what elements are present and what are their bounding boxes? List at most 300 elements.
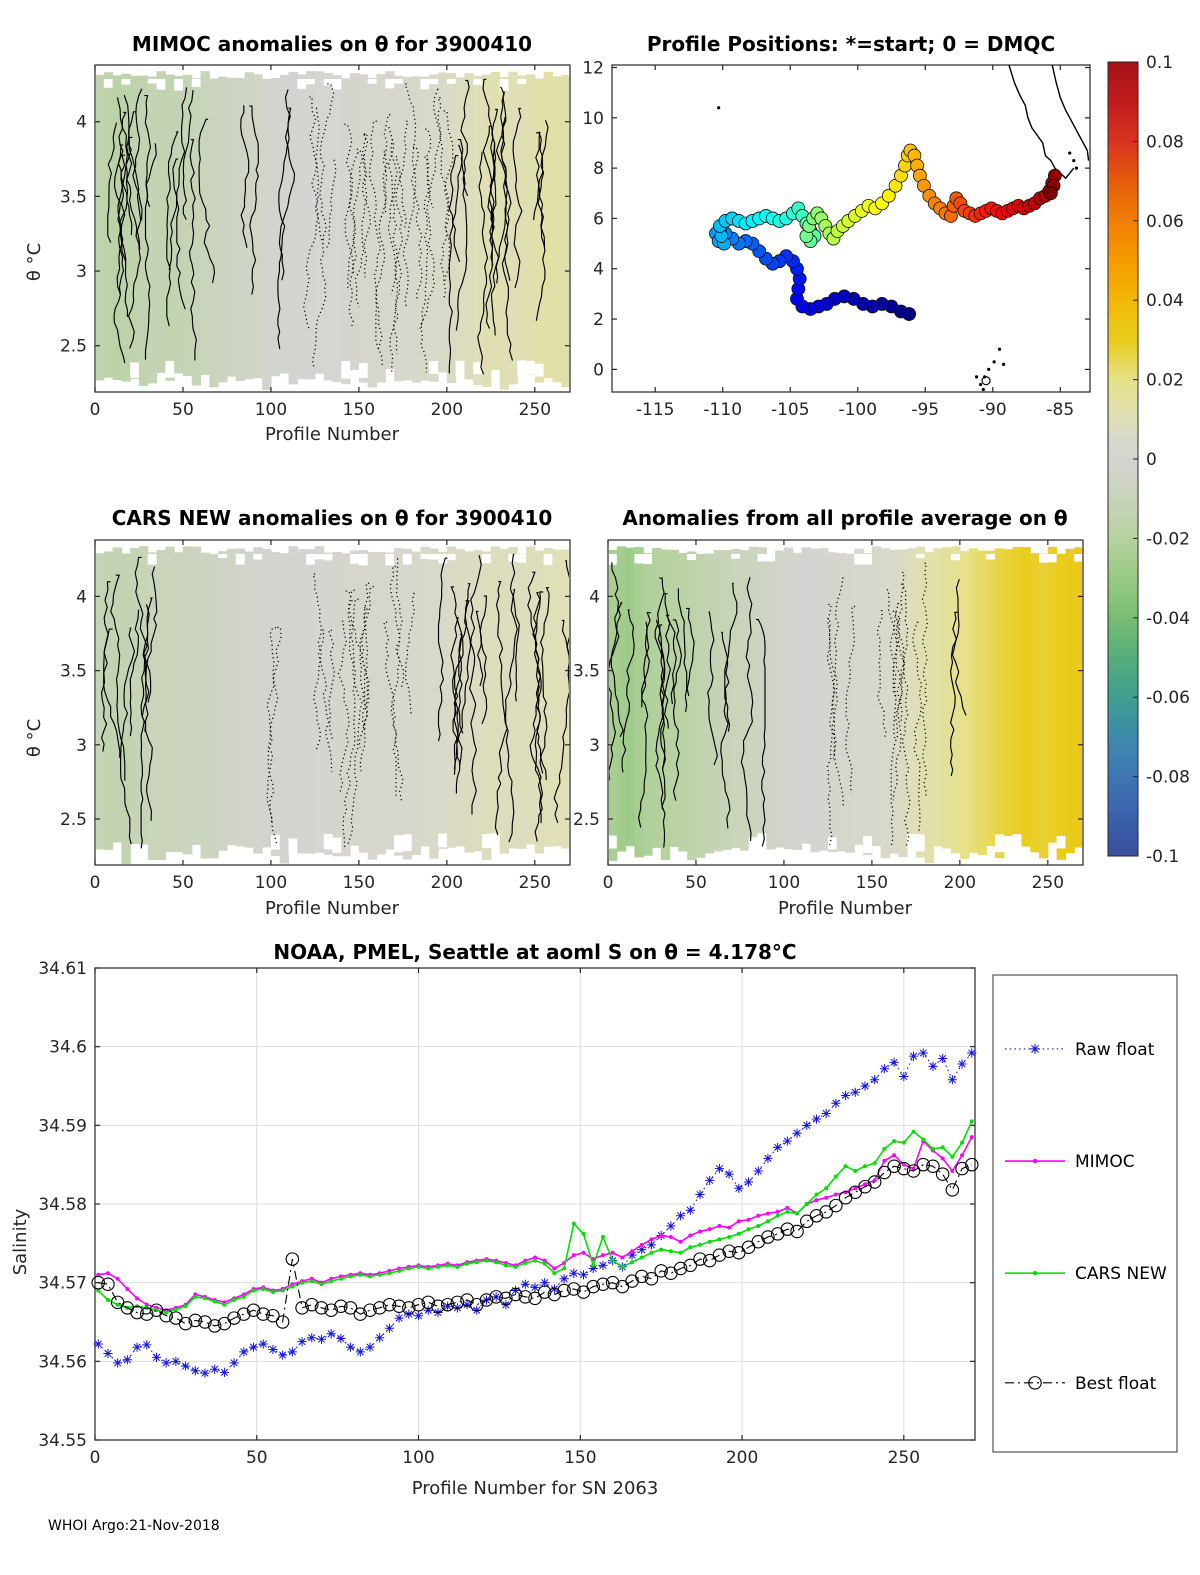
- heatmap-column: [174, 552, 183, 852]
- x-tick-label: 150: [855, 873, 889, 893]
- coverage-gap: [1074, 554, 1083, 561]
- coverage-gap: [517, 360, 526, 375]
- galapagos-island-outline: [982, 377, 990, 385]
- heatmap-column: [420, 547, 429, 847]
- dot-marker: [193, 1295, 197, 1299]
- y-tick-label: 6: [593, 209, 604, 230]
- coverage-gap: [315, 554, 324, 559]
- heatmap-column: [907, 548, 916, 846]
- panel-profile-positions-map: [582, 59, 1090, 420]
- heatmap-column: [863, 553, 872, 855]
- coverage-gap: [403, 554, 412, 564]
- x-tick-label: 100: [254, 400, 288, 420]
- asterisk-marker: [831, 1099, 840, 1108]
- x-tick-label: 100: [402, 1448, 435, 1468]
- coverage-gap: [995, 834, 1004, 852]
- island-mark: [975, 375, 978, 378]
- coverage-gap: [535, 364, 544, 377]
- heatmap-column: [350, 550, 359, 845]
- island-mark: [717, 106, 720, 109]
- x-tick-label: 0: [89, 400, 101, 420]
- dot-marker: [164, 1311, 168, 1315]
- y-tick-label: 2.5: [572, 809, 600, 830]
- heatmap-column: [376, 74, 385, 382]
- island-mark: [1075, 167, 1078, 170]
- ylabel-salinity: Salinity: [10, 1208, 31, 1276]
- y-tick-label: 34.61: [38, 959, 87, 979]
- heatmap-column: [359, 74, 368, 382]
- ylabel-mimoc: θ °C: [24, 242, 45, 282]
- heatmap-column: [793, 553, 802, 850]
- coverage-gap: [420, 79, 429, 89]
- panel-title-mimoc-anomalies: MIMOC anomalies on θ for 3900410: [131, 32, 533, 56]
- coverage-gap: [429, 79, 438, 84]
- asterisk-marker: [336, 1334, 345, 1343]
- heatmap-column: [456, 77, 465, 376]
- coverage-gap: [148, 554, 157, 564]
- asterisk-marker: [249, 1343, 258, 1352]
- legend-dot-marker: [1033, 1271, 1037, 1275]
- heatmap-column: [722, 550, 731, 850]
- heatmap-column: [280, 553, 289, 863]
- x-tick-label: 0: [602, 873, 614, 893]
- heatmap-column: [464, 73, 473, 379]
- circle-marker: [946, 1184, 958, 1196]
- coverage-gap: [608, 835, 617, 848]
- heatmap-column: [1057, 554, 1066, 860]
- x-tick-label: 0: [89, 873, 101, 893]
- heatmap-column: [253, 547, 262, 853]
- panel-salinity-timeseries: [38, 959, 978, 1468]
- x-tick-label: 250: [518, 873, 552, 893]
- dot-marker: [892, 1139, 896, 1143]
- coverage-gap: [104, 79, 113, 88]
- dot-marker: [834, 1174, 838, 1178]
- asterisk-marker: [268, 1345, 277, 1354]
- dot-marker: [669, 1249, 673, 1253]
- heatmap-column: [933, 548, 942, 846]
- coverage-gap: [333, 79, 342, 89]
- dot-marker: [669, 1235, 673, 1239]
- coverage-gap: [306, 79, 315, 84]
- coverage-gap: [165, 361, 174, 378]
- colorbar-tick-label: -0.04: [1146, 608, 1190, 629]
- dot-marker: [387, 1271, 391, 1275]
- asterisk-marker: [162, 1358, 171, 1367]
- heatmap-column: [218, 551, 227, 851]
- dot-marker: [465, 1262, 469, 1266]
- dot-marker: [853, 1169, 857, 1173]
- heatmap-column: [1074, 547, 1083, 847]
- heatmap-column: [394, 76, 403, 382]
- asterisk-marker: [317, 1335, 326, 1344]
- dot-marker: [882, 1147, 886, 1151]
- heatmap-column: [324, 553, 333, 855]
- coverage-gap: [517, 79, 526, 84]
- heatmap-body: [607, 546, 1084, 863]
- colorbar: [1108, 53, 1190, 867]
- asterisk-marker: [375, 1333, 384, 1342]
- coverage-gap: [148, 79, 157, 84]
- asterisk-marker: [94, 1339, 103, 1348]
- island-mark: [987, 368, 990, 371]
- axes-frame: [612, 65, 1090, 392]
- dot-marker: [679, 1251, 683, 1255]
- coverage-gap: [368, 79, 377, 84]
- heatmap-column: [218, 77, 227, 383]
- dot-marker: [562, 1267, 566, 1271]
- heatmap-column: [438, 552, 447, 849]
- asterisk-marker: [812, 1114, 821, 1123]
- coverage-gap: [394, 835, 403, 852]
- y-tick-label: 3: [76, 262, 87, 283]
- dot-marker: [630, 1249, 634, 1253]
- colorbar-tick-label: -0.1: [1146, 847, 1180, 867]
- coverage-gap: [473, 79, 482, 85]
- x-tick-label: 50: [172, 400, 194, 420]
- asterisk-marker: [773, 1143, 782, 1152]
- coverage-gap: [385, 79, 394, 88]
- dot-marker: [882, 1159, 886, 1163]
- coverage-gap: [544, 554, 553, 565]
- asterisk-marker: [152, 1353, 161, 1362]
- dot-marker: [824, 1186, 828, 1190]
- dot-marker: [252, 1289, 256, 1293]
- heatmap-column: [749, 547, 758, 849]
- x-tick-label: 0: [89, 1448, 101, 1468]
- heatmap-column: [253, 74, 262, 378]
- dot-marker: [407, 1267, 411, 1271]
- x-tick-label: 200: [430, 873, 464, 893]
- coverage-gap: [731, 554, 740, 559]
- coverage-gap: [174, 79, 183, 91]
- heatmap-column: [341, 78, 350, 384]
- heatmap-column: [289, 546, 298, 854]
- dot-marker: [902, 1141, 906, 1145]
- dot-marker: [125, 1287, 129, 1291]
- dot-marker: [640, 1255, 644, 1259]
- heatmap-column: [271, 78, 280, 376]
- asterisk-marker: [802, 1121, 811, 1130]
- colorbar-tick-label: -0.06: [1146, 688, 1190, 709]
- dot-marker: [426, 1267, 430, 1271]
- asterisk-marker: [715, 1164, 724, 1173]
- x-tick-label: 50: [172, 873, 194, 893]
- coverage-gap: [359, 554, 368, 565]
- asterisk-marker: [598, 1261, 607, 1270]
- asterisk-marker: [899, 1072, 908, 1081]
- asterisk-marker: [734, 1184, 743, 1193]
- heatmap-column: [889, 550, 898, 854]
- series-markers-raw-float: [94, 1048, 977, 1377]
- y-tick-label: 3.5: [59, 187, 87, 208]
- dot-marker: [620, 1255, 624, 1259]
- circle-marker: [936, 1168, 948, 1180]
- dot-marker: [543, 1262, 547, 1266]
- colorbar-tick-label: 0.02: [1146, 370, 1184, 391]
- circle-marker: [733, 1247, 745, 1259]
- dot-marker: [368, 1274, 372, 1278]
- dot-marker: [329, 1279, 333, 1283]
- x-tick-label: 200: [725, 1448, 759, 1468]
- start-asterisk-marker: [902, 307, 916, 321]
- legend-label-mimoc: MIMOC: [1075, 1152, 1135, 1173]
- dot-marker: [970, 1135, 974, 1139]
- xlabel-allprofile: Profile Number: [778, 898, 912, 919]
- heatmap-column: [775, 551, 784, 848]
- dot-marker: [960, 1153, 964, 1157]
- island-mark: [982, 388, 985, 391]
- heatmap-column: [1013, 547, 1022, 848]
- dot-marker: [717, 1237, 721, 1241]
- heatmap-column: [872, 546, 881, 846]
- coverage-gap: [643, 554, 652, 564]
- coverage-gap: [907, 834, 916, 849]
- island-mark: [998, 348, 1001, 351]
- dot-marker: [659, 1233, 663, 1237]
- dot-marker: [504, 1263, 508, 1267]
- coverage-gap: [854, 554, 863, 565]
- dot-marker: [290, 1285, 294, 1289]
- dot-marker: [552, 1271, 556, 1275]
- dot-marker: [931, 1147, 935, 1151]
- legend-dot-marker: [1033, 1159, 1037, 1163]
- colorbar-tick-label: -0.08: [1146, 767, 1190, 788]
- y-tick-label: 34.56: [38, 1352, 87, 1373]
- heatmap-column: [368, 78, 377, 388]
- heatmap-column: [714, 550, 723, 852]
- coverage-gap: [359, 363, 368, 378]
- dot-marker: [446, 1263, 450, 1267]
- heatmap-column: [517, 76, 526, 375]
- dot-marker: [688, 1233, 692, 1237]
- heatmap-column: [491, 546, 500, 844]
- colorbar-tick-label: -0.02: [1146, 529, 1190, 550]
- coverage-gap: [130, 362, 139, 377]
- dot-marker: [484, 1259, 488, 1263]
- dot-marker: [766, 1211, 770, 1215]
- x-tick-label: 150: [342, 400, 376, 420]
- dot-marker: [747, 1227, 751, 1231]
- circle-marker: [102, 1278, 114, 1290]
- y-tick-label: 4: [593, 259, 604, 280]
- heatmap-column: [500, 549, 509, 854]
- dot-marker: [795, 1211, 799, 1215]
- heatmap-column: [297, 74, 306, 379]
- coverage-gap: [420, 554, 429, 559]
- asterisk-marker: [356, 1347, 365, 1356]
- heatmap-column: [183, 546, 192, 854]
- coverage-gap: [1004, 836, 1013, 852]
- coverage-gap: [385, 554, 394, 565]
- circle-marker: [801, 1215, 813, 1227]
- dot-marker: [659, 1248, 663, 1252]
- heatmap-column: [227, 78, 236, 377]
- asterisk-marker: [666, 1221, 675, 1230]
- heatmap-column: [306, 549, 315, 854]
- heatmap-column: [561, 550, 570, 849]
- y-tick-label: 34.6: [49, 1037, 87, 1058]
- xlabel-salinity: Profile Number for SN 2063: [411, 1478, 659, 1499]
- dot-marker: [921, 1137, 925, 1141]
- heatmap-column: [429, 548, 438, 858]
- heatmap-column: [209, 554, 218, 858]
- heatmap-column: [306, 71, 315, 379]
- heatmap-column: [1065, 549, 1074, 853]
- asterisk-marker: [385, 1324, 394, 1333]
- coverage-gap: [253, 554, 262, 559]
- dot-marker: [766, 1219, 770, 1223]
- legend-box: [993, 975, 1177, 1452]
- dot-marker: [814, 1193, 818, 1197]
- x-tick-label: 50: [685, 873, 707, 893]
- dot-marker: [688, 1245, 692, 1249]
- coverage-gap: [951, 554, 960, 560]
- heatmap-column: [802, 547, 811, 843]
- island-mark: [1072, 159, 1075, 162]
- x-tick-label: 100: [254, 873, 288, 893]
- dot-marker: [649, 1251, 653, 1255]
- y-tick-label: 3.5: [572, 661, 600, 682]
- heatmap-column: [333, 75, 342, 382]
- heatmap-column: [969, 548, 978, 853]
- heatmap-column: [95, 75, 104, 380]
- coverage-gap: [1013, 834, 1022, 848]
- asterisk-marker: [928, 1062, 937, 1071]
- dot-marker: [776, 1210, 780, 1214]
- coverage-gap: [350, 554, 359, 564]
- dot-marker: [572, 1222, 576, 1226]
- heatmap-column: [165, 547, 174, 852]
- asterisk-marker: [365, 1343, 374, 1352]
- dot-marker: [834, 1193, 838, 1197]
- coverage-gap: [500, 79, 509, 91]
- dot-marker: [727, 1235, 731, 1239]
- dot-marker: [785, 1210, 789, 1214]
- dot-marker: [533, 1259, 537, 1263]
- heatmap-column: [333, 552, 342, 856]
- dot-marker: [814, 1198, 818, 1202]
- dot-marker: [853, 1186, 857, 1190]
- dot-marker: [698, 1243, 702, 1247]
- asterisk-marker: [191, 1366, 200, 1375]
- x-tick-label: -100: [838, 400, 878, 420]
- heatmap-column: [385, 71, 394, 369]
- coverage-gap: [324, 834, 333, 849]
- coverage-gap: [447, 554, 456, 560]
- dot-marker: [523, 1261, 527, 1265]
- dot-marker: [417, 1265, 421, 1269]
- asterisk-marker: [103, 1349, 112, 1358]
- dot-marker: [572, 1253, 576, 1257]
- coverage-gap: [863, 554, 872, 564]
- heatmap-column: [810, 549, 819, 853]
- heatmap-column: [617, 546, 626, 851]
- dot-marker: [174, 1307, 178, 1311]
- asterisk-marker: [754, 1166, 763, 1175]
- dot-marker: [737, 1219, 741, 1223]
- dot-marker: [339, 1277, 343, 1281]
- heatmap-column: [552, 76, 561, 382]
- dot-marker: [717, 1224, 721, 1228]
- y-tick-label: 2: [593, 310, 604, 331]
- dot-marker: [708, 1240, 712, 1244]
- asterisk-marker: [957, 1059, 966, 1068]
- heatmap-column: [315, 546, 324, 852]
- heatmap-column: [130, 548, 139, 844]
- dot-marker: [649, 1237, 653, 1241]
- dot-marker: [552, 1267, 556, 1271]
- dot-marker: [756, 1224, 760, 1228]
- heatmap-column: [245, 552, 254, 848]
- dot-marker: [756, 1214, 760, 1218]
- y-tick-label: 4: [76, 112, 87, 133]
- heatmap-column: [157, 550, 166, 860]
- dot-marker: [698, 1230, 702, 1234]
- x-tick-label: 250: [518, 400, 552, 420]
- coverage-gap: [341, 361, 350, 379]
- dot-marker: [116, 1277, 120, 1281]
- x-tick-label: -95: [911, 400, 940, 420]
- heatmap-column: [652, 548, 661, 848]
- coverage-gap: [758, 833, 767, 849]
- asterisk-marker: [142, 1340, 151, 1349]
- asterisk-marker: [880, 1064, 889, 1073]
- x-tick-label: 250: [887, 1448, 921, 1468]
- x-tick-label: -90: [978, 400, 1007, 420]
- heatmap-column: [526, 74, 535, 375]
- ylabel-cars: θ °C: [24, 718, 45, 758]
- x-tick-label: 200: [430, 400, 464, 420]
- coverage-gap: [916, 554, 925, 558]
- y-tick-label: 12: [582, 58, 604, 79]
- heatmap-column: [766, 554, 775, 850]
- dot-marker: [310, 1279, 314, 1283]
- dot-marker: [184, 1304, 188, 1308]
- heatmap-column: [1048, 547, 1057, 843]
- asterisk-marker: [414, 1311, 423, 1320]
- coverage-gap: [482, 834, 491, 848]
- asterisk-marker: [860, 1081, 869, 1090]
- asterisk-marker: [841, 1091, 850, 1100]
- dot-marker: [582, 1232, 586, 1236]
- coverage-gap: [447, 79, 456, 84]
- heatmap-column: [394, 548, 403, 856]
- dot-marker: [630, 1260, 634, 1264]
- dot-marker: [300, 1281, 304, 1285]
- asterisk-marker: [181, 1361, 190, 1370]
- heatmap-column: [951, 546, 960, 853]
- x-tick-label: 200: [943, 873, 977, 893]
- heatmap-column: [403, 77, 412, 381]
- dot-marker: [611, 1251, 615, 1255]
- heatmap-column: [376, 552, 385, 854]
- y-tick-label: 3.5: [59, 661, 87, 682]
- dot-marker: [358, 1273, 362, 1277]
- xlabel-mimoc: Profile Number: [265, 424, 399, 445]
- coverage-gap: [456, 361, 465, 377]
- dot-marker: [863, 1164, 867, 1168]
- heatmap-body: [95, 71, 571, 390]
- heatmap-column: [192, 547, 201, 845]
- coverage-gap: [218, 554, 227, 558]
- heatmap-column: [942, 547, 951, 848]
- heatmap-column: [740, 550, 749, 850]
- asterisk-marker: [919, 1048, 928, 1057]
- asterisk-marker: [890, 1058, 899, 1067]
- asterisk-marker: [327, 1329, 336, 1338]
- dot-marker: [378, 1273, 382, 1277]
